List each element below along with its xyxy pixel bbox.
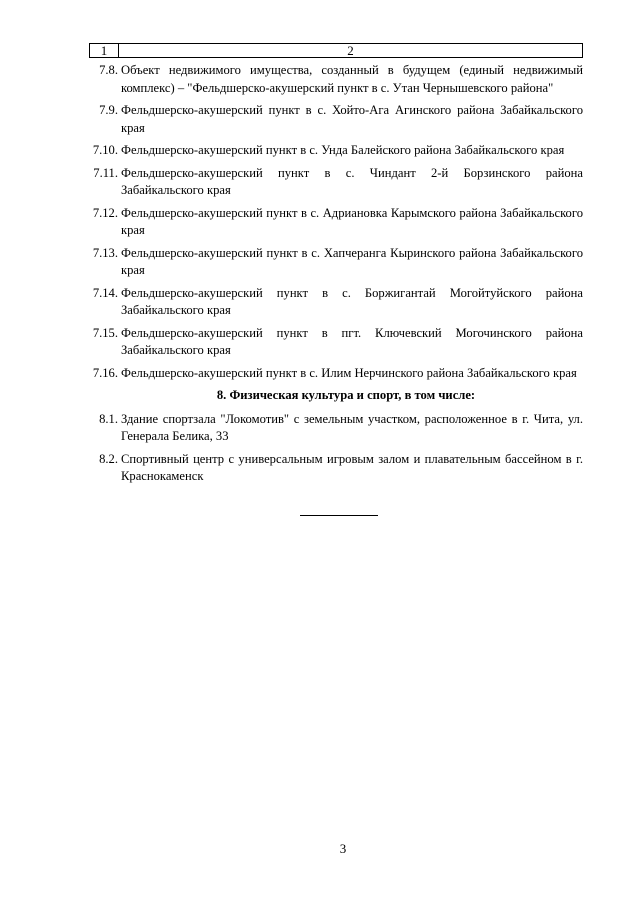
list-item (89, 411, 583, 446)
item-number: 8.1. (99, 411, 118, 426)
item-number: 7.10. (92, 143, 118, 157)
list-item (89, 365, 583, 383)
item-number: 7.12. (92, 205, 118, 220)
table-header-col-1: 1 (90, 44, 119, 57)
item-text: Фельдшерско-акушерский пункт в с. Илим Нерчинского района Забайкальского края (121, 365, 577, 380)
item-number: 7.8. (99, 63, 118, 77)
list-item (89, 102, 583, 137)
item-text: Фельдшерско-акушерский пункт в с. Унда Балейского района Забайкальского края (121, 143, 565, 157)
end-divider (300, 515, 378, 516)
list-item (89, 205, 583, 240)
item-list (89, 62, 583, 491)
page-number: 3 (339, 841, 347, 856)
item-text: Здание спортзала "Локомотив" с земельным участком, расположенное в г. Чита, ул. Генерала Белика, 33 (121, 411, 583, 443)
item-number: 8.2. (99, 451, 118, 466)
table-header-row (89, 43, 583, 58)
item-number: 7.13. (92, 245, 118, 260)
item-number: 7.14. (92, 285, 118, 300)
list-item (89, 62, 583, 97)
list-item (89, 142, 583, 160)
list-item (89, 325, 583, 360)
list-item (89, 245, 583, 280)
item-text: Фельдшерско-акушерский пункт в пгт. Ключевский Могочинского района Забайкальского края (121, 325, 583, 357)
item-text: Спортивный центр с универсальным игровым залом и плавательным бассейном в г. Краснокаменск (121, 451, 583, 483)
section-heading: 8. Физическая культура и спорт, в том числе: (216, 388, 476, 402)
item-text: Фельдшерско-акушерский пункт в с. Хапчеранга Кыринского района Забайкальского края (121, 245, 583, 277)
item-number: 7.11. (93, 165, 118, 180)
item-text: Фельдшерско-акушерский пункт в с. Боржигантай Могойтуйского района Забайкальского края (121, 285, 583, 317)
item-text: Фельдшерско-акушерский пункт в с. Чиндант 2-й Борзинского района Забайкальского края (121, 165, 583, 197)
item-text: Фельдшерско-акушерский пункт в с. Хойто-Ага Агинского района Забайкальского края (121, 103, 583, 135)
item-number: 7.15. (92, 325, 118, 340)
table-header-col-2: 2 (347, 43, 354, 58)
item-text: Объект недвижимого имущества, созданный в будущем (единый недвижимый комплекс) – "Фельдшерско-акушерский пункт в с. Утан Чернышевского района" (121, 63, 583, 95)
list-item (89, 285, 583, 320)
item-number: 7.9. (99, 103, 118, 117)
item-number: 7.16. (92, 365, 118, 380)
item-text: Фельдшерско-акушерский пункт в с. Адриановка Карымского района Забайкальского края (121, 205, 583, 237)
list-item (89, 451, 583, 486)
list-item (89, 165, 583, 200)
